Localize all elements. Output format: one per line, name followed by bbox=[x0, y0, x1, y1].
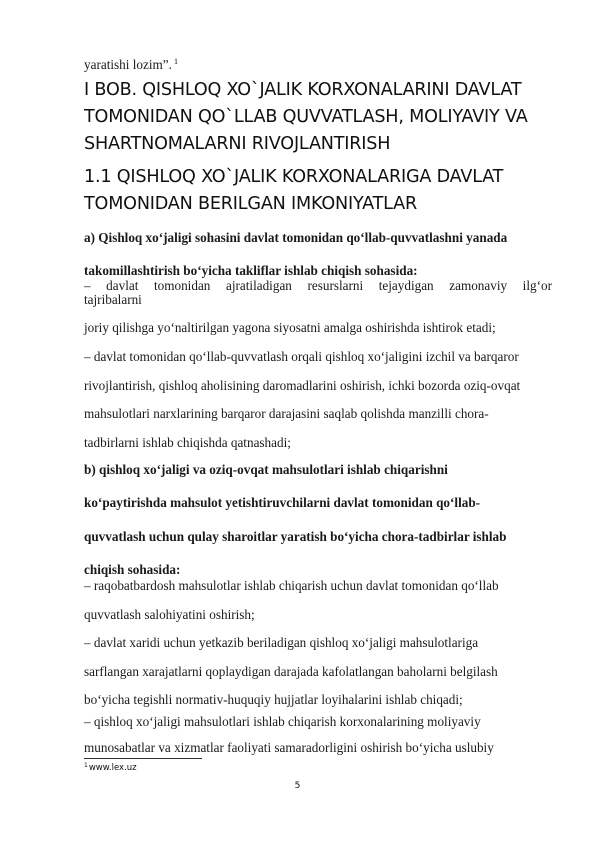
word: ajratiladigan bbox=[225, 278, 292, 293]
footnote bbox=[84, 762, 137, 773]
footnote-number: 1 bbox=[84, 762, 88, 769]
word: zamonaviy bbox=[449, 278, 508, 293]
paragraph-b-line: – raqobatbardosh mahsulotlar ishlab chiqarish uchun davlat tomonidan qo‘llab bbox=[84, 578, 499, 593]
footnote-divider bbox=[84, 758, 202, 759]
paragraph-a-line: tajribalarni bbox=[84, 292, 142, 307]
paragraph-b-line: bo‘yicha tegishli normativ-huquqiy hujjatlar loyihalarini ishlab chiqadi; bbox=[84, 692, 463, 707]
word: tomonidan bbox=[153, 278, 211, 293]
paragraph-b-line: munosabatlar va xizmatlar faoliyati samaradorligini oshirish bo‘yicha uslubiy bbox=[84, 740, 494, 755]
word: – bbox=[84, 278, 91, 293]
page-number: 5 bbox=[294, 781, 301, 791]
paragraph-b-line: quvvatlash salohiyatini oshirish; bbox=[84, 607, 255, 622]
intro-text: yaratishi lozim”. bbox=[84, 57, 172, 72]
subsection-b-line-4: chiqish sohasida: bbox=[84, 562, 181, 577]
paragraph-b-line: – qishloq xo‘jaligi mahsulotlari ishlab chiqarish korxonalarining moliyaviy bbox=[84, 714, 481, 729]
chapter-heading-line-2: TOMONIDAN QO`LLAB QUVVATLASH, MOLIYAVIY VA bbox=[84, 107, 528, 127]
word: resurslarni bbox=[307, 278, 364, 293]
section-heading-line-1: 1.1 QISHLOQ XO`JALIK KORXONALARIGA DAVLAT bbox=[84, 167, 504, 187]
chapter-heading-line-3: SHARTNOMALARNI RIVOJLANTIRISH bbox=[84, 134, 391, 154]
paragraph-b-line: sarflangan xarajatlarni qoplaydigan darajada kafolatlangan baholarni belgilash bbox=[84, 664, 498, 679]
paragraph-a-line: rivojlantirish, qishloq aholisining daromadlarini oshirish, ichki bozorda oziq-ovqat bbox=[84, 378, 521, 393]
subsection-a-line-1: a) Qishloq xo‘jaligi sohasini davlat tomonidan qo‘llab-quvvatlashni yanada bbox=[84, 230, 508, 245]
section-heading-line-2: TOMONIDAN BERILGAN IMKONIYATLAR bbox=[84, 194, 418, 214]
paragraph-b-line: – davlat xaridi uchun yetkazib beriladigan qishloq xo‘jaligi mahsulotlariga bbox=[84, 635, 479, 650]
word: ilg‘or bbox=[522, 278, 552, 293]
justified-line bbox=[84, 278, 552, 294]
subsection-a-line-2: takomillashtirish bo‘yicha takliflar ishlab chiqish sohasida: bbox=[84, 263, 418, 278]
footnote-text: www.lex.uz bbox=[88, 763, 137, 773]
subsection-b-line-2: ko‘paytirishda mahsulot yetishtiruvchilarni davlat tomonidan qo‘llab- bbox=[84, 495, 481, 510]
paragraph-a-line: joriy qilishga yo‘naltirilgan yagona siyosatni amalga oshirishda ishtirok etadi; bbox=[84, 320, 496, 335]
word: tejaydigan bbox=[378, 278, 434, 293]
word: davlat bbox=[106, 278, 139, 293]
subsection-b-line-3: quvvatlash uchun qulay sharoitlar yaratish bo‘yicha chora-tadbirlar ishlab bbox=[84, 529, 507, 544]
subsection-b-line-1: b) qishloq xo‘jaligi va oziq-ovqat mahsulotlari ishlab chiqarishni bbox=[84, 462, 448, 477]
footnote-reference: 1 bbox=[173, 56, 179, 66]
paragraph-a-line: – davlat tomonidan qo‘llab-quvvatlash orqali qishloq xo‘jaligini izchil va barqaror bbox=[84, 349, 519, 364]
chapter-heading-line-1: I BOB. QISHLOQ XO`JALIK KORXONALARINI DAVLAT bbox=[84, 80, 522, 100]
paragraph-a-line: mahsulotlari narxlarining barqaror darajasini saqlab qolishda manzilli chora- bbox=[84, 406, 489, 421]
paragraph-a-line: tadbirlarni ishlab chiqishda qatnashadi; bbox=[84, 435, 291, 450]
intro-line bbox=[84, 56, 178, 73]
